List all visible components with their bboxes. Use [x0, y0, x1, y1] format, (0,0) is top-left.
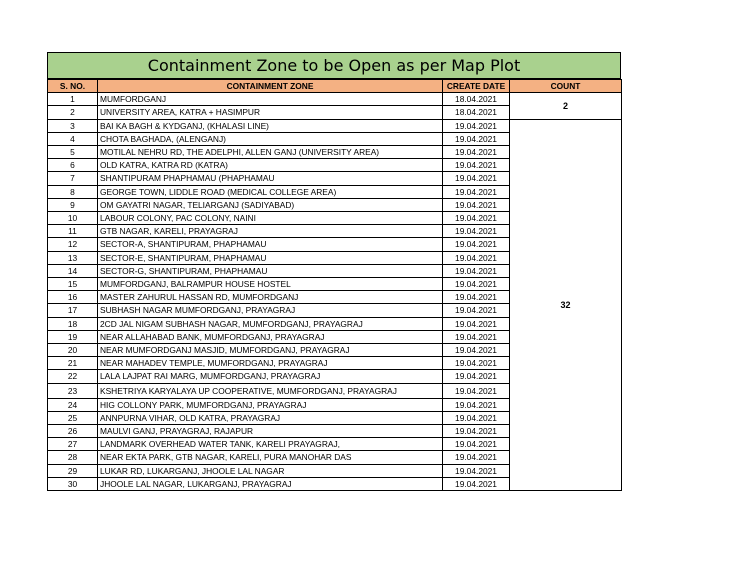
create-date: 19.04.2021 [443, 317, 510, 330]
header-row [48, 80, 622, 93]
create-date: 19.04.2021 [443, 238, 510, 251]
create-date: 19.04.2021 [443, 251, 510, 264]
create-date: 19.04.2021 [443, 212, 510, 225]
create-date: 19.04.2021 [443, 398, 510, 411]
create-date: 19.04.2021 [443, 383, 510, 398]
group-count: 32 [510, 119, 622, 490]
zone-sno: 17 [48, 304, 98, 317]
zone-name: UNIVERSITY AREA, KATRA + HASIMPUR [98, 106, 443, 119]
zone-name: MUMFORDGANJ [98, 93, 443, 106]
table-row [48, 119, 622, 132]
table-row [48, 93, 622, 106]
zone-sno: 19 [48, 330, 98, 343]
create-date: 19.04.2021 [443, 438, 510, 451]
zone-name: 2CD JAL NIGAM SUBHASH NAGAR, MUMFORDGANJ, PRAYAGRAJ [98, 317, 443, 330]
zone-name: SHANTIPURAM PHAPHAMAU (PHAPHAMAU [98, 172, 443, 185]
zone-sno: 27 [48, 438, 98, 451]
zone-name: MOTILAL NEHRU RD, THE ADELPHI, ALLEN GANJ (UNIVERSITY AREA) [98, 146, 443, 159]
containment-zone-table [47, 79, 622, 491]
zone-name: SECTOR-G, SHANTIPURAM, PHAPHAMAU [98, 264, 443, 277]
zone-sno: 7 [48, 172, 98, 185]
create-date: 19.04.2021 [443, 357, 510, 370]
zone-sno: 22 [48, 370, 98, 383]
zone-sno: 16 [48, 291, 98, 304]
zone-sno: 25 [48, 411, 98, 424]
create-date: 19.04.2021 [443, 370, 510, 383]
create-date: 19.04.2021 [443, 159, 510, 172]
zone-sno: 13 [48, 251, 98, 264]
create-date: 19.04.2021 [443, 411, 510, 424]
zone-sno: 18 [48, 317, 98, 330]
create-date: 19.04.2021 [443, 119, 510, 132]
header-sno: S. NO. [48, 80, 98, 93]
zone-sno: 28 [48, 451, 98, 464]
zone-sno: 1 [48, 93, 98, 106]
create-date: 19.04.2021 [443, 304, 510, 317]
zone-name: MUMFORDGANJ, BALRAMPUR HOUSE HOSTEL [98, 278, 443, 291]
create-date: 19.04.2021 [443, 278, 510, 291]
zone-sno: 26 [48, 425, 98, 438]
zone-name: MAULVI GANJ, PRAYAGRAJ, RAJAPUR [98, 425, 443, 438]
zone-name: LANDMARK OVERHEAD WATER TANK, KARELI PRAYAGRAJ, [98, 438, 443, 451]
zone-sno: 14 [48, 264, 98, 277]
create-date: 19.04.2021 [443, 146, 510, 159]
zone-sno: 6 [48, 159, 98, 172]
zone-name: NEAR EKTA PARK, GTB NAGAR, KARELI, PURA MANOHAR DAS [98, 451, 443, 464]
create-date: 19.04.2021 [443, 425, 510, 438]
zone-sno: 5 [48, 146, 98, 159]
header-zone: CONTAINMENT ZONE [98, 80, 443, 93]
create-date: 18.04.2021 [443, 106, 510, 119]
create-date: 19.04.2021 [443, 198, 510, 211]
zone-sno: 21 [48, 357, 98, 370]
zone-sno: 10 [48, 212, 98, 225]
table-body [48, 93, 622, 491]
zone-sno: 8 [48, 185, 98, 198]
create-date: 18.04.2021 [443, 93, 510, 106]
create-date: 19.04.2021 [443, 132, 510, 145]
create-date: 19.04.2021 [443, 451, 510, 464]
zone-name: NEAR ALLAHABAD BANK, MUMFORDGANJ, PRAYAGRAJ [98, 330, 443, 343]
zone-name: GEORGE TOWN, LIDDLE ROAD (MEDICAL COLLEGE AREA) [98, 185, 443, 198]
create-date: 19.04.2021 [443, 464, 510, 477]
create-date: 19.04.2021 [443, 344, 510, 357]
create-date: 19.04.2021 [443, 172, 510, 185]
create-date: 19.04.2021 [443, 264, 510, 277]
zone-name: SUBHASH NAGAR MUMFORDGANJ, PRAYAGRAJ [98, 304, 443, 317]
zone-sno: 24 [48, 398, 98, 411]
zone-name: HIG COLLONY PARK, MUMFORDGANJ, PRAYAGRAJ [98, 398, 443, 411]
group-count: 2 [510, 93, 622, 119]
zone-name: SECTOR-E, SHANTIPURAM, PHAPHAMAU [98, 251, 443, 264]
zone-name: LABOUR COLONY, PAC COLONY, NAINI [98, 212, 443, 225]
header-date: CREATE DATE [443, 80, 510, 93]
zone-name: ANNPURNA VIHAR, OLD KATRA, PRAYAGRAJ [98, 411, 443, 424]
zone-name: MASTER ZAHURUL HASSAN RD, MUMFORDGANJ [98, 291, 443, 304]
zone-name: BAI KA BAGH & KYDGANJ, (KHALASI LINE) [98, 119, 443, 132]
zone-name: NEAR MUMFORDGANJ MASJID, MUMFORDGANJ, PRAYAGRAJ [98, 344, 443, 357]
zone-name: KSHETRIYA KARYALAYA UP COOPERATIVE, MUMFORDGANJ, PRAYAGRAJ [98, 383, 443, 398]
create-date: 19.04.2021 [443, 477, 510, 490]
zone-sno: 20 [48, 344, 98, 357]
zone-sno: 12 [48, 238, 98, 251]
create-date: 19.04.2021 [443, 330, 510, 343]
zone-sno: 9 [48, 198, 98, 211]
zone-sno: 15 [48, 278, 98, 291]
zone-sno: 3 [48, 119, 98, 132]
spreadsheet [47, 52, 621, 491]
zone-sno: 23 [48, 383, 98, 398]
create-date: 19.04.2021 [443, 185, 510, 198]
zone-name: OM GAYATRI NAGAR, TELIARGANJ (SADIYABAD) [98, 198, 443, 211]
zone-name: SECTOR-A, SHANTIPURAM, PHAPHAMAU [98, 238, 443, 251]
zone-sno: 2 [48, 106, 98, 119]
zone-sno: 11 [48, 225, 98, 238]
zone-name: JHOOLE LAL NAGAR, LUKARGANJ, PRAYAGRAJ [98, 477, 443, 490]
create-date: 19.04.2021 [443, 225, 510, 238]
zone-name: NEAR MAHADEV TEMPLE, MUMFORDGANJ, PRAYAGRAJ [98, 357, 443, 370]
zone-name: LALA LAJPAT RAI MARG, MUMFORDGANJ, PRAYAGRAJ [98, 370, 443, 383]
zone-sno: 29 [48, 464, 98, 477]
sheet-title: Containment Zone to be Open as per Map Plot [47, 52, 621, 79]
header-count: COUNT [510, 80, 622, 93]
create-date: 19.04.2021 [443, 291, 510, 304]
zone-sno: 30 [48, 477, 98, 490]
zone-name: GTB NAGAR, KARELI, PRAYAGRAJ [98, 225, 443, 238]
zone-name: CHOTA BAGHADA, (ALENGANJ) [98, 132, 443, 145]
zone-sno: 4 [48, 132, 98, 145]
zone-name: OLD KATRA, KATRA RD (KATRA) [98, 159, 443, 172]
zone-name: LUKAR RD, LUKARGANJ, JHOOLE LAL NAGAR [98, 464, 443, 477]
